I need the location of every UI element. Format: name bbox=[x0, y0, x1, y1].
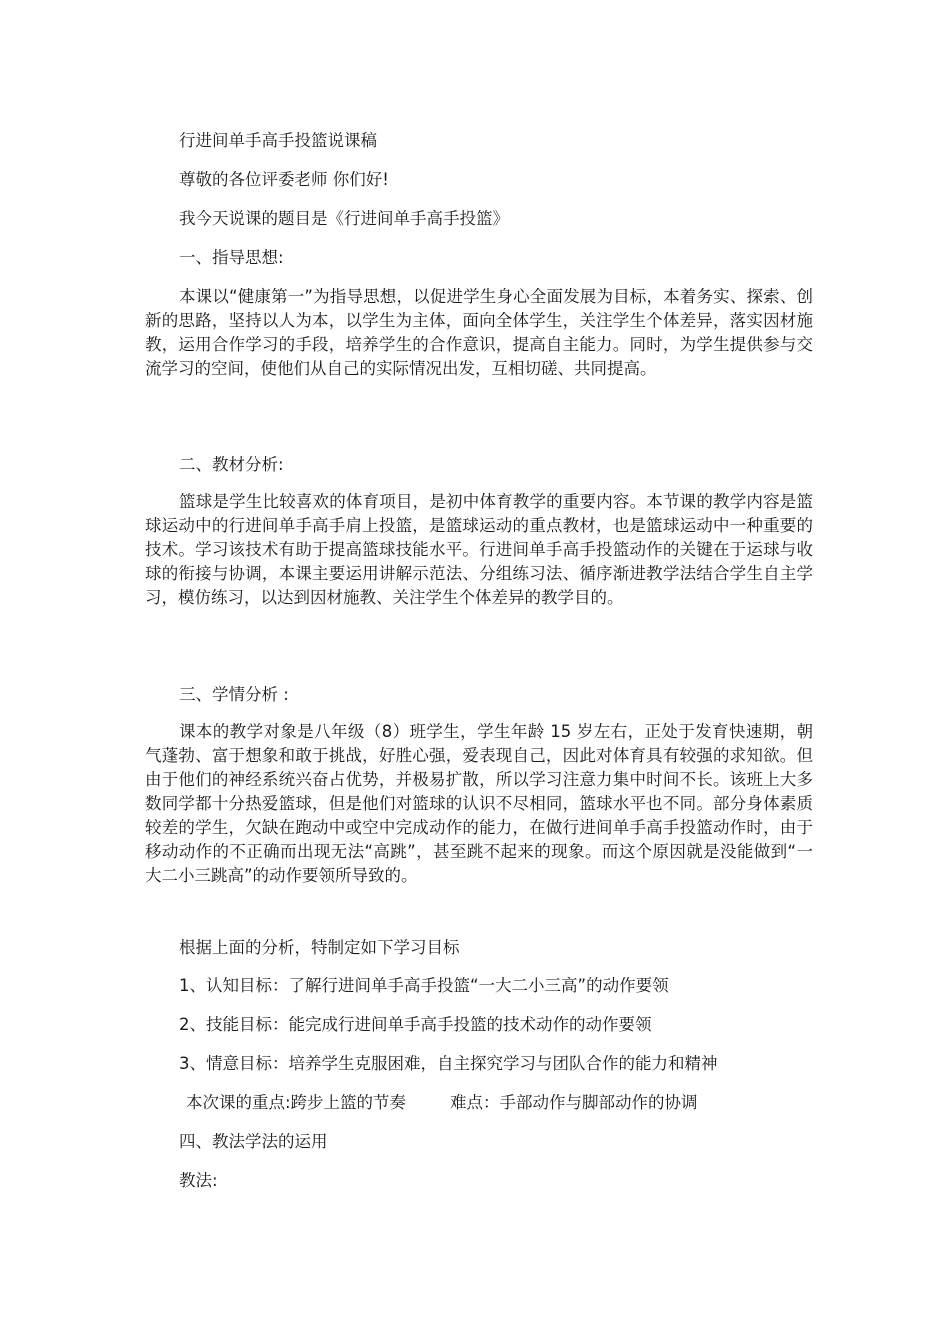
goals-intro: 根据上面的分析，特制定如下学习目标 bbox=[179, 938, 460, 957]
section-3-heading: 三、学情分析 : bbox=[179, 685, 289, 704]
section-2-heading: 二、教材分析: bbox=[179, 455, 284, 474]
goal-item: 3、情意目标：培养学生克服困难，自主探究学习与团队合作的能力和精神 bbox=[179, 1054, 718, 1073]
section-3-body: 课本的教学对象是八年级（8）班学生，学生年龄 15 岁左右，正处于发育快速期，朝气蓬勃、富于想象和敢于挑战，好胜心强，爱表现自己，因此对体育具有较强的求知欲。但由于他们的神经系统兴奋占优势，并极易扩散，所以学习注意力集中时间不长。该班上大多数同学都十分热爱篮球，但是他们对篮球的认识不尽相同，篮球水平也不同。部分身体素质较差的学生，欠缺在跑动中或空中完成动作的能力，在做行进间单手高手投篮动作时，由于移动动作的不正确而出现无法“高跳”，甚至跳不起来的现象。而这个原因就是没能做到“一大二小三跳高”的动作要领所导致的。 bbox=[145, 722, 813, 885]
methods-label: 教法: bbox=[179, 1171, 218, 1190]
key-point: 本次课的重点:跨步上篮的节奏 bbox=[186, 1093, 407, 1112]
topic-line: 我今天说课的题目是《行进间单手高手投篮》 bbox=[179, 209, 509, 228]
document-title: 行进间单手高手投篮说课稿 bbox=[179, 131, 377, 150]
section-1-body: 本课以“健康第一”为指导思想，以促进学生身心全面发展为目标，本着务实、探索、创新的思路，坚持以人为本，以学生为主体，面向全体学生，关注学生个体差异，落实因材施教，运用合作学习的手段，培养学生的合作意识，提高自主能力。同时，为学生提供参与交流学习的空间，使他们从自己的实际情况出发，互相切磋、共同提高。 bbox=[145, 287, 813, 378]
section-2-body: 篮球是学生比较喜欢的体育项目，是初中体育教学的重要内容。本节课的教学内容是篮球运动中的行进间单手高手肩上投篮，是篮球运动的重点教材，也是篮球运动中一种重要的技术。学习该技术有助于提高篮球技能水平。行进间单手高手投篮动作的关键在于运球与收球的衔接与协调，本课主要运用讲解示范法、分组练习法、循序渐进教学法结合学生自主学习，模仿练习，以达到因材施教、关注学生个体差异的教学目的。 bbox=[145, 492, 813, 607]
section-4-heading: 四、教法学法的运用 bbox=[179, 1132, 328, 1151]
difficulty: 难点：手部动作与脚部动作的协调 bbox=[450, 1093, 698, 1112]
section-1-heading: 一、指导思想: bbox=[179, 248, 284, 267]
greeting: 尊敬的各位评委老师 你们好! bbox=[179, 170, 389, 189]
goal-item: 2、技能目标：能完成行进间单手高手投篮的技术动作的动作要领 bbox=[179, 1015, 652, 1034]
goal-item: 1、认知目标：了解行进间单手高手投篮“一大二小三高”的动作要领 bbox=[179, 976, 669, 995]
